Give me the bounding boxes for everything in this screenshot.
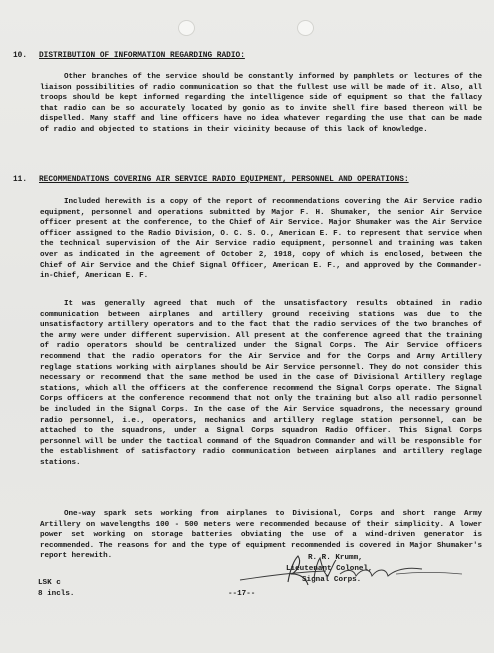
section-11-paragraph-3-text: One-way spark sets working from airplanes to Divisional, Corps and short range Army Artillery on wavelengths 100 - 500 meters were recommended because of their simplicity. A lower power set working on storage batteries obviating the use of a wind-driven generator is recommended. The reasons for and the type of equipment recommended is covered in Major Shumaker's report herewith. — [40, 510, 482, 561]
footer-initials: LSK c — [38, 579, 61, 587]
signature-name: R. R. Krumm, — [308, 554, 363, 562]
section-11-paragraph-2 — [40, 299, 482, 469]
section-11-paragraph-1 — [40, 197, 482, 282]
section-11-paragraph-2-text: It was generally agreed that much of the unsatisfactory results obtained in radio communication between airplanes and artillery ground receiving stations was due to the unsatisfactory artillery operators and to the fact that the radio services of the two branches of the army were under different supervision. All present at the conference agreed that the training of radio operators should be centralized under the Signal Corps. The Air Service officers recommend that the radio operators for the Air Service and for the Corps and Army Artillery reglage stations working with airplanes should be Air Service personnel. They do not consider this necessary or recommend that the same method be used in the case of Divisional Artillery reglage stations, which all the officers at the conference recommend the Signal Corps operate. The Signal Corps officers at the conference recommend that not only the training but also all radio personnel be included in the Signal Corps. In the case of the Air Service squadrons, the necessary ground radio personnel, i.e., operators, mechanics and artillery reglage station personnel, can be attached to the squadrons, under a Signal Corps squadron Radio Officer. This Signal Corps personnel will be under the tactical command of the Squadron Commander and will be responsible for the establishment of satisfactory radio communication between airplanes and artillery reglage stations. — [40, 300, 482, 467]
section-11-paragraph-1-text: Included herewith is a copy of the report of recommendations covering the Air Service radio equipment, personnel and operations submitted by Major F. H. Shumaker, the senior Air Service officer present at the conference, to the Chief of Air Service. Major Shumaker was the Air Service officer assigned to the Radio Division, O. C. S. O., American E. F. to represent that service when the technical supervision of the Air Service radio equipment, personnel and training was taken over as indicated in the agreement of October 2, 1918, copy of which is enclosed, between the Chief of Air Service and the Chief Signal Officer, American E. F., and approved by the Commander-in-Chief, American E. F. — [40, 198, 482, 281]
section-10-paragraph-text: Other branches of the service should be constantly informed by pamphlets or lectures of the liaison possibilities of radio communication so that the fullest use will be made of it. Also, all troops should be kept informed regarding the intelligence side of equipment so that the fallacy that radio can be so accurately located by gonio as to invite shell fire based thereon will be dispelled. Many staff and line officers have no idea whatever regarding the use that can be made of radio and objected to stations in their vicinity because of this lack of knowledge. — [40, 73, 482, 134]
section-10-number: 10. — [13, 52, 28, 60]
footer-inclosures: 8 incls. — [38, 590, 75, 598]
section-11-heading — [13, 176, 409, 184]
punch-hole-left — [178, 20, 195, 36]
signature-branch: Signal Corps. — [302, 576, 362, 584]
section-11-title: RECOMMENDATIONS COVERING AIR SERVICE RADIO EQUIPMENT, PERSONNEL AND OPERATIONS: — [39, 176, 409, 184]
page-number: --17-- — [228, 590, 256, 598]
section-10-title: DISTRIBUTION OF INFORMATION REGARDING RADIO: — [39, 52, 245, 60]
section-11-number: 11. — [13, 176, 28, 184]
section-10-paragraph — [40, 72, 482, 136]
section-10-heading — [13, 52, 245, 60]
signature-rank: Lieutenant Colonel, — [286, 565, 373, 573]
punch-hole-right — [297, 20, 314, 36]
